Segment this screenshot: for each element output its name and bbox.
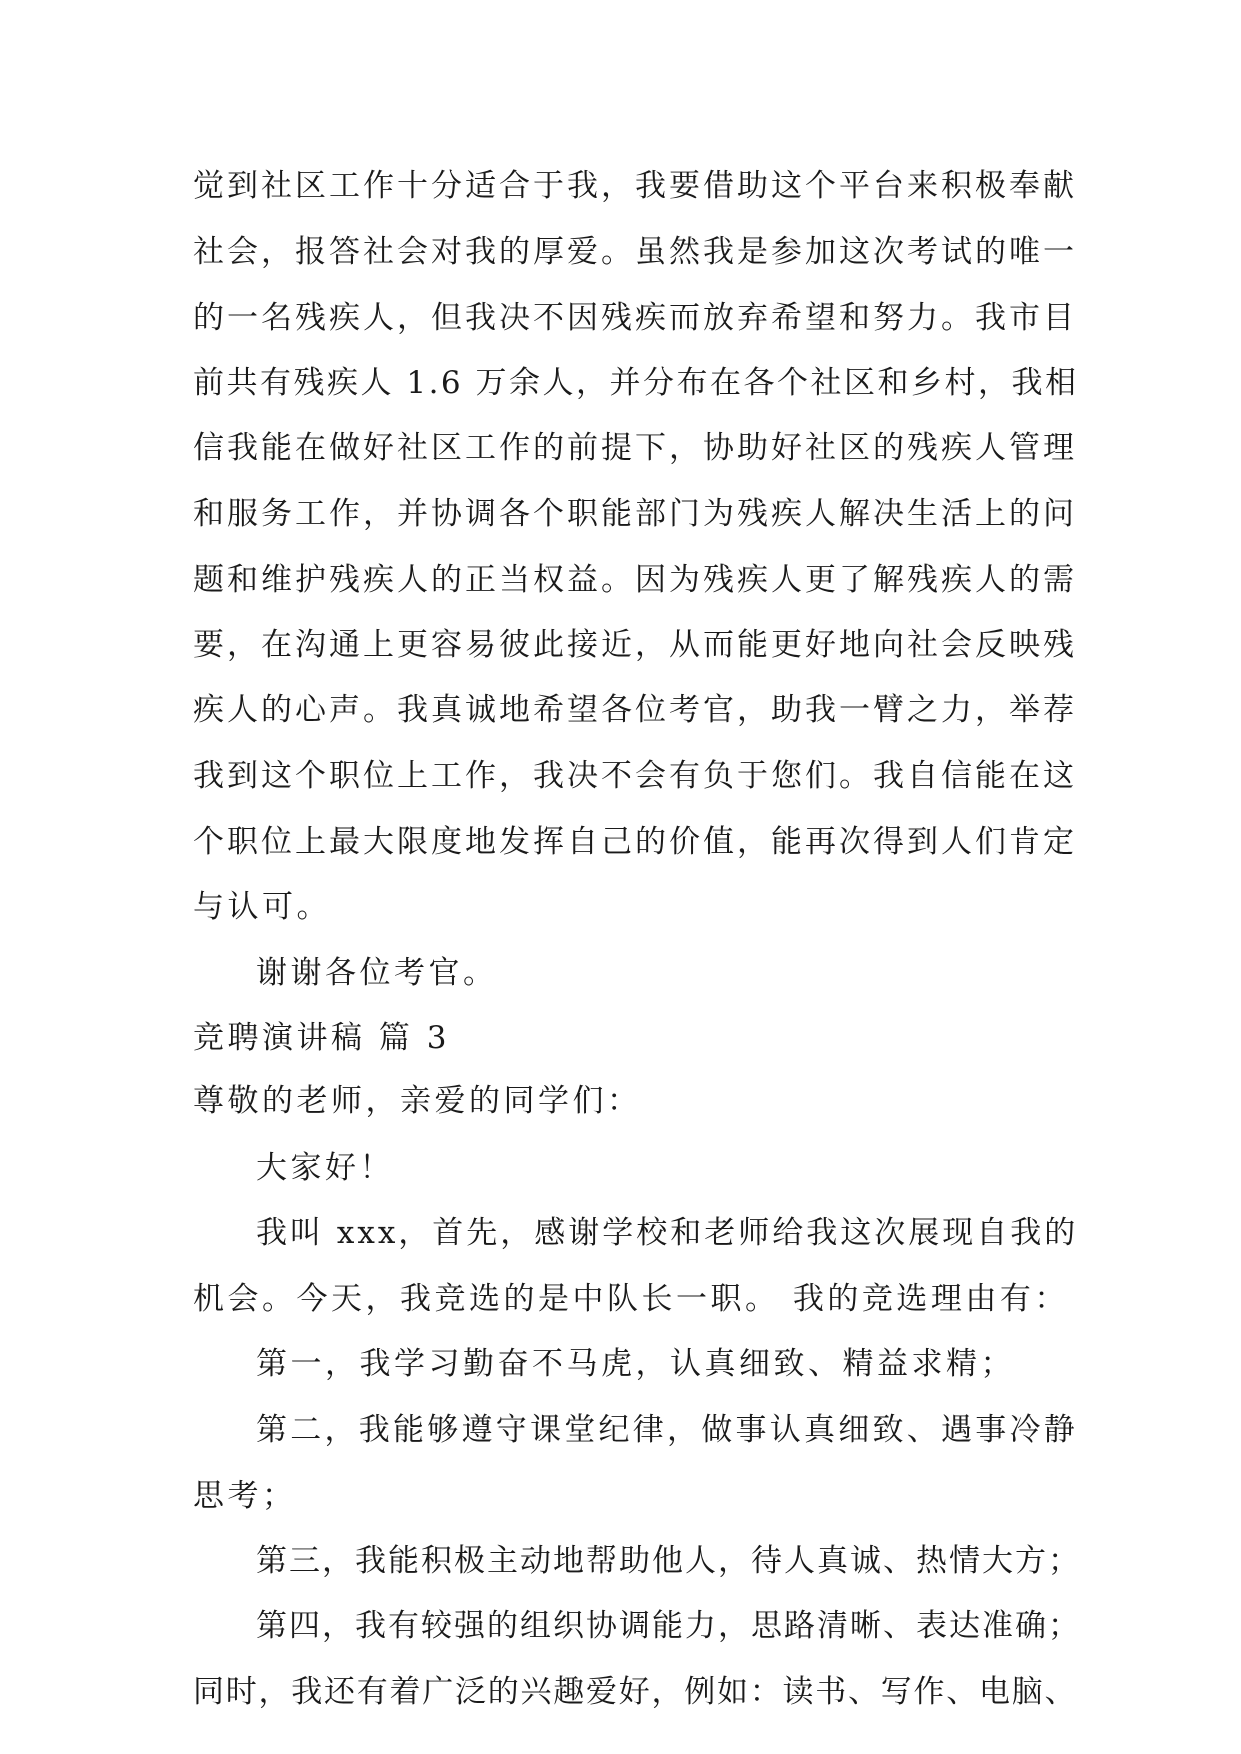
body-text-line: 个职位上最大限度地发挥自己的价值，能再次得到人们肯定 [193,824,1077,860]
body-text-line: 机会。今天，我竞选的是中队长一职。 我的竞选理由有： [193,1281,1069,1317]
body-text-line: 我叫 xxx，首先，感谢学校和老师给我这次展现自我的 [256,1215,1079,1251]
list-item: 第四，我有较强的组织协调能力，思路清晰、表达准确； [256,1608,1081,1644]
body-text-line: 社会，报答社会对我的厚爱。虽然我是参加这次考试的唯一 [193,234,1077,270]
body-text-line: 题和维护残疾人的正当权益。因为残疾人更了解残疾人的需 [193,562,1077,598]
body-text-line: 我到这个职位上工作，我决不会有负于您们。我自信能在这 [193,758,1077,794]
list-item: 第三，我能积极主动地帮助他人，待人真诚、热情大方； [256,1543,1081,1579]
body-text-line: 同时，我还有着广泛的兴趣爱好，例如：读书、写作、电脑、 [193,1674,1078,1710]
salutation: 尊敬的老师，亲爱的同学们： [193,1083,642,1119]
section-heading: 竞聘演讲稿 篇 3 [193,1020,450,1056]
body-text-line: 思考； [193,1478,297,1514]
body-text-line: 与认可。 [193,889,331,925]
body-text-line: 和服务工作，并协调各个职能部门为残疾人解决生活上的问 [193,496,1077,532]
body-text-line: 要，在沟通上更容易彼此接近，从而能更好地向社会反映残 [193,627,1077,663]
body-text-line: 的一名残疾人，但我决不因残疾而放弃希望和努力。我市目 [193,300,1077,336]
body-text-line: 前共有残疾人 1.6 万余人，并分布在各个社区和乡村，我相 [193,365,1079,401]
list-item: 第二，我能够遵守课堂纪律，做事认真细致、遇事冷静 [256,1412,1078,1448]
list-item: 第一，我学习勤奋不马虎，认真细致、精益求精； [256,1346,1015,1382]
greeting: 大家好！ [256,1150,394,1186]
body-text-line: 觉到社区工作十分适合于我，我要借助这个平台来积极奉献 [193,168,1077,204]
body-text-line: 疾人的心声。我真诚地希望各位考官，助我一臂之力，举荐 [193,692,1077,728]
closing-line: 谢谢各位考官。 [256,955,498,991]
body-text-line: 信我能在做好社区工作的前提下，协助好社区的残疾人管理 [193,430,1077,466]
